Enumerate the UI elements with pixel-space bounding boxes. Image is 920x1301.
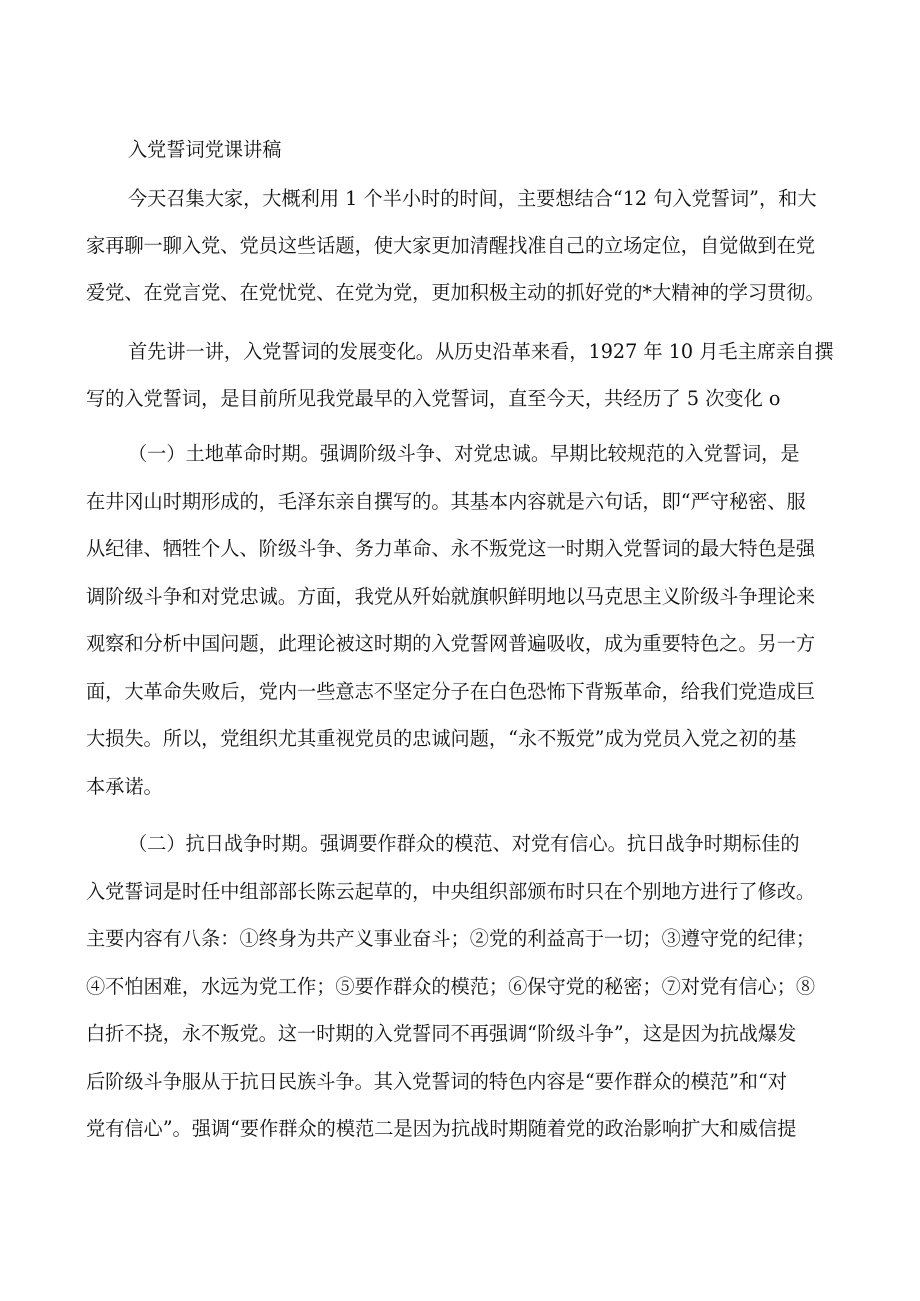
paragraph-4-line-7: 党有信心”。强调“要作群众的模范二是因为抗战时期随着党的政治影响扩大和威信提 bbox=[86, 1117, 797, 1140]
paragraph-3-line-7: 大损失。所以，党组织尤其重视党员的忠诚问题，“永不叛党”成为党员入党之初的基 bbox=[86, 727, 797, 750]
paragraph-3-line-1: （一）土地革命时期。强调阶级斗争、对党忠诚。早期比较规范的入党誓词，是 bbox=[128, 442, 800, 465]
paragraph-1-line-2: 家再聊一聊入党、党员这些话题，使大家更加清醒找准自己的立场定位，自觉做到在党 bbox=[86, 234, 816, 257]
document-title: 入党誓词党课讲稿 bbox=[128, 138, 282, 161]
paragraph-4-line-2: 入党誓词是时任中组部部长陈云起草的，中央组织部颁布时只在个别地方进行了修改。 bbox=[86, 880, 816, 903]
paragraph-3-line-2: 在井冈山时期形成的，毛泽东亲自撰写的。其基本内容就是六句话，即“严守秘密、服 bbox=[86, 490, 806, 513]
paragraph-3-line-3: 从纪律、牺牲个人、阶级斗争、务力革命、永不叛党这一时期入党誓词的最大特色是强 bbox=[86, 537, 816, 560]
paragraph-4-line-6: 后阶级斗争服从于抗日民族斗争。其入党誓词的特色内容是“要作群众的模范”和“对 bbox=[86, 1070, 787, 1093]
paragraph-3-line-8: 本承诺。 bbox=[86, 775, 163, 798]
paragraph-4-line-5: 白折不挠，永不叛党。这一时期的入党誓同不再强调“阶级斗争”，这是因为抗战爆发 bbox=[86, 1022, 797, 1045]
paragraph-1-line-3: 爱党、在党言党、在党忧党、在党为党，更加积极主动的抓好党的*大精神的学习贯彻。 bbox=[86, 281, 825, 304]
paragraph-4-line-4: ④不怕困难，水远为党工作；⑤要作群众的模范；⑥保守党的秘密；⑦对党有信心；⑧ bbox=[86, 975, 816, 998]
paragraph-4-line-1: （二）抗日战争时期。强调要作群众的模范、对党有信心。抗日战争时期标佳的 bbox=[128, 832, 800, 855]
paragraph-1-line-1: 今天召集大家，大概利用 1 个半小时的时间，主要想结合“12 句入党誓词”，和大 bbox=[128, 187, 817, 210]
paragraph-3-line-5: 观察和分析中国问题，此理论被这时期的入党誓网普遍吸收，成为重要特色之。另一方 bbox=[86, 632, 816, 655]
paragraph-4-line-3: 主要内容有八条：①终身为共产义事业奋斗；②党的利益高于一切；③遵守党的纪律； bbox=[86, 927, 816, 950]
paragraph-3-line-4: 调阶级斗争和对党忠诚。方面，我党从歼始就旗帜鲜明地以马克思主义阶级斗争理论来 bbox=[86, 585, 816, 608]
paragraph-2-line-1: 首先讲一讲，入党誓词的发展变化。从历史沿革来看，1927 年 10 月毛主席亲自撰 bbox=[128, 340, 834, 363]
paragraph-3-line-6: 面，大革命失败后，党内一些意志不坚定分子在白色恐怖下背叛革命，给我们党造成巨 bbox=[86, 680, 816, 703]
paragraph-2-line-2: 写的入党誓词，是目前所见我党最早的入党誓词，直至今天，共经历了 5 次变化 o bbox=[86, 387, 781, 410]
